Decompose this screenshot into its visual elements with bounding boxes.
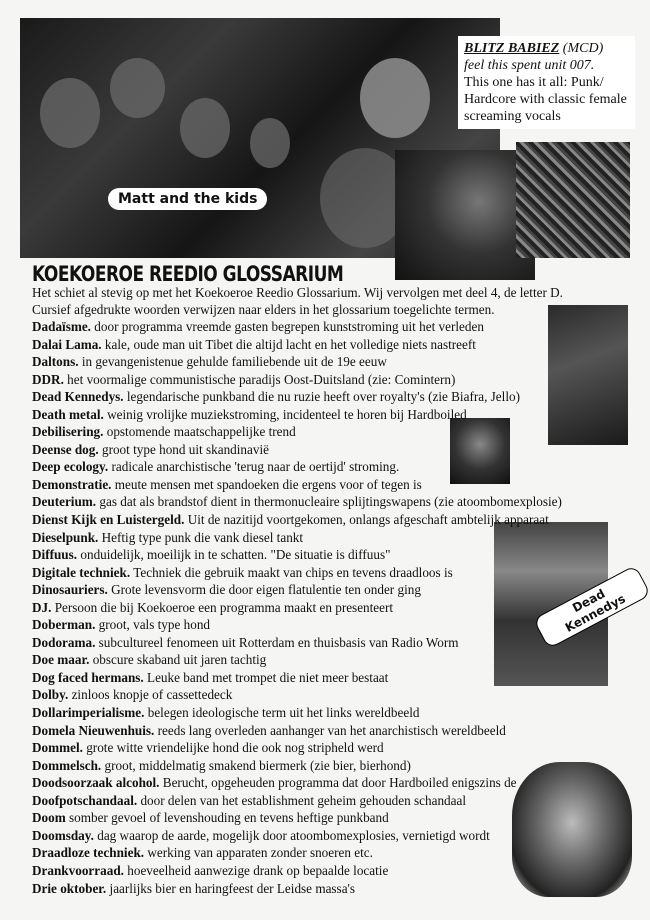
dead-kennedys-label: Dead Kennedys <box>533 565 650 649</box>
glossary-term: Dommelsch. <box>32 757 102 773</box>
glossary-definition: Heftig type punk die vank diesel tankt <box>98 529 304 545</box>
glossary-entry <box>32 862 617 880</box>
matt-label: Matt and the kids <box>108 188 267 210</box>
glossary-term: DDR. <box>32 371 64 387</box>
glossary-term: Drankvoorraad. <box>32 862 124 878</box>
glossary-definition: legendarische punkband die nu ruzie heeft over royalty's (zie Biafra, Jello) <box>123 389 520 405</box>
glossary-entry <box>32 318 617 336</box>
glossary-definition: Grote levensvorm die door eigen flatulentie ten onder ging <box>107 582 421 598</box>
glossary-entry <box>32 529 617 547</box>
glossary-term: DJ. <box>32 599 52 615</box>
glossary-term: Doofpotschandaal. <box>32 792 138 808</box>
glossary-entry <box>32 458 617 476</box>
glossary-definition: groot, middelmatig smakend biermerk (zie bier, bierhond) <box>101 757 411 773</box>
glossary-entry <box>32 809 617 827</box>
glossary-entry <box>32 669 617 687</box>
glossary-entry <box>32 336 617 354</box>
glossary-entry <box>32 493 617 511</box>
intro-paragraph: Het schiet al stevig op met het Koekoeroe Reedio Glossarium. Wij vervolgen met deel 4, de letter D. Cursief afgedrukte woorden verwijzen naar elders in het glossarium toegelichte termen. <box>32 285 563 317</box>
glossary-entry <box>32 634 617 652</box>
glossary-entry <box>32 686 617 704</box>
glossary-term: Dieselpunk. <box>32 529 99 545</box>
glossary-term: Dodorama. <box>32 634 96 650</box>
band-name: BLITZ BABIEZ <box>464 41 560 56</box>
glossary-entry <box>32 739 617 757</box>
glossary-entry <box>32 722 617 740</box>
glossary-entry <box>32 476 617 494</box>
glossary-definition: somber gevoel of levenshouding en tevens heftige punkband <box>65 810 389 826</box>
glossary-definition: groot type hond uit skandinavië <box>98 441 269 457</box>
glossary-definition: opstomende maatschappelijke trend <box>103 424 296 440</box>
glossary-entry <box>32 353 617 371</box>
glossary-term: Dadaïsme. <box>32 319 91 334</box>
glossary-entry <box>32 704 617 722</box>
glossary-term: Doberman. <box>32 617 96 633</box>
glossary-entry <box>32 546 617 564</box>
glossary-entry <box>32 581 617 599</box>
glossary-term: Diffuus. <box>32 547 78 563</box>
glossary-term: Dead Kennedys. <box>32 389 124 405</box>
glossary-term: Dolby. <box>32 687 69 703</box>
glossary-term: Draadloze techniek. <box>32 845 145 861</box>
glossary-definition: Persoon die bij Koekoeroe een programma maakt en presenteert <box>51 599 394 615</box>
glossary-entry <box>32 757 617 775</box>
glossary-definition: belegen ideologische term uit het links wereldbeeld <box>144 705 420 721</box>
glossary-entry <box>32 511 617 529</box>
glossary-term: Debilisering. <box>32 424 104 440</box>
collage-photo <box>516 142 630 258</box>
glossary-definition: werking van apparaten zonder snoeren etc. <box>144 845 373 861</box>
glossary-entry <box>32 774 617 792</box>
glossary-entry <box>32 371 617 389</box>
glossary-definition: dag waarop de aarde, mogelijk door atoombomexplosies, vernietigd wordt <box>93 827 490 843</box>
glossary-entry <box>32 827 617 845</box>
glossary-term: Dalai Lama. <box>32 336 102 352</box>
glossary-term: Doomsday. <box>32 827 94 843</box>
glossary-definition: hoeveelheid aanwezige drank op bepaalde locatie <box>123 862 389 878</box>
glossary-definition: Berucht, opgeheuden programma dat door Hardboiled enigszins de <box>159 775 517 791</box>
review-text: This one has it all: Punk/ Hardcore with classic female screaming vocals <box>464 75 627 124</box>
glossary-definition: gas dat als brandstof dient in thermonucleaire splijtingswapens (zie atoombomexplosie) <box>96 494 562 510</box>
glossary-term: Dollarimperialisme. <box>32 705 145 721</box>
glossary-definition: radicale anarchistische 'terug naar de oertijd' stroming. <box>108 459 400 475</box>
glossary-entry <box>32 651 617 669</box>
glossary-definition: weinig vrolijke muziekstroming, incidenteel te horen bij Hardboiled <box>103 406 467 422</box>
glossary-definition: Uit de nazitijd voortgekomen, onlangs afgeschaft ambtelijk apparaat <box>184 512 549 528</box>
glossary-entry <box>32 441 617 459</box>
glossary-definition: Leuke band met trompet die niet meer bestaat <box>143 669 389 685</box>
glossary-term: Dog faced hermans. <box>32 669 144 685</box>
glossary-definition: door delen van het establishment geheim gehouden schandaal <box>137 792 467 808</box>
record-review-caption <box>458 36 635 129</box>
glossary-entry <box>32 564 617 582</box>
release-label: feel this spent unit 007. <box>464 58 595 73</box>
glossary-entry <box>32 406 617 424</box>
release-format: (MCD) <box>562 41 604 56</box>
glossary-definition: het voormalige communistische paradijs Oost-Duitsland (zie: Comintern) <box>63 371 456 387</box>
glossary-definition: zinloos knopje of cassettedeck <box>68 687 233 703</box>
glossary-definition: meute mensen met spandoeken die ergens voor of tegen is <box>111 476 422 492</box>
glossary-term: Dienst Kijk en Luistergeld. <box>32 512 185 528</box>
glossary-term: Deuterium. <box>32 494 97 510</box>
glossary-term: Demonstratie. <box>32 476 112 492</box>
glossary-term: Doom <box>32 810 66 826</box>
glossary-definition: jaarlijks bier en haringfeest der Leidse massa's <box>106 880 356 896</box>
glossary-term: Daltons. <box>32 354 79 370</box>
glossary-definition: Techniek die gebruik maakt van chips en tevens draadloos is <box>130 564 453 580</box>
glossary-term: Doodsoorzaak alcohol. <box>32 775 160 791</box>
glossary-entry <box>32 880 617 898</box>
glossary-term: Doe maar. <box>32 652 90 668</box>
glossary-definition: kale, oude man uit Tibet die altijd lacht en het volledige niets nastreeft <box>101 336 476 352</box>
glossary-definition: groot, vals type hond <box>95 617 211 633</box>
glossary-entry <box>32 599 617 617</box>
glossary-definition: reeds lang overleden aanhanger van het anarchistisch wereldbeeld <box>154 722 506 738</box>
glossary-list <box>32 318 617 897</box>
glossary-entry <box>32 844 617 862</box>
glossary-definition: obscure skaband uit jaren tachtig <box>89 652 267 668</box>
glossary-entry <box>32 423 617 441</box>
glossary-definition: in gevangenistenue gehulde familiebende uit de 19e eeuw <box>78 354 387 370</box>
glossary-term: Deense dog. <box>32 441 99 457</box>
glossary-entry <box>32 388 617 406</box>
glossary-definition: grote witte vriendelijke hond die ook nog stripheld werd <box>82 740 384 756</box>
glossary-term: Death metal. <box>32 406 104 422</box>
glossary-definition: onduidelijk, moeilijk in te schatten. "De situatie is diffuus" <box>77 547 391 563</box>
glossary-term: Digitale techniek. <box>32 564 131 580</box>
glossary-term: Dommel. <box>32 740 83 756</box>
glossary-term: Domela Nieuwenhuis. <box>32 722 155 738</box>
glossary-term: Deep ecology. <box>32 459 109 475</box>
glossary-term: Dinosauriers. <box>32 582 108 598</box>
glossary-entry <box>32 616 617 634</box>
glossary-definition: door programma vreemde gasten begrepen kunststroming uit het verleden <box>90 319 484 334</box>
glossary-entry <box>32 792 617 810</box>
drummer-photo <box>395 150 535 280</box>
page-title: KOEKOEROE REEDIO GLOSSARIUM <box>32 262 344 287</box>
glossary-definition: subcultureel fenomeen uit Rotterdam en thuisbasis van Radio Worm <box>95 634 459 650</box>
glossary-term: Drie oktober. <box>32 880 107 896</box>
